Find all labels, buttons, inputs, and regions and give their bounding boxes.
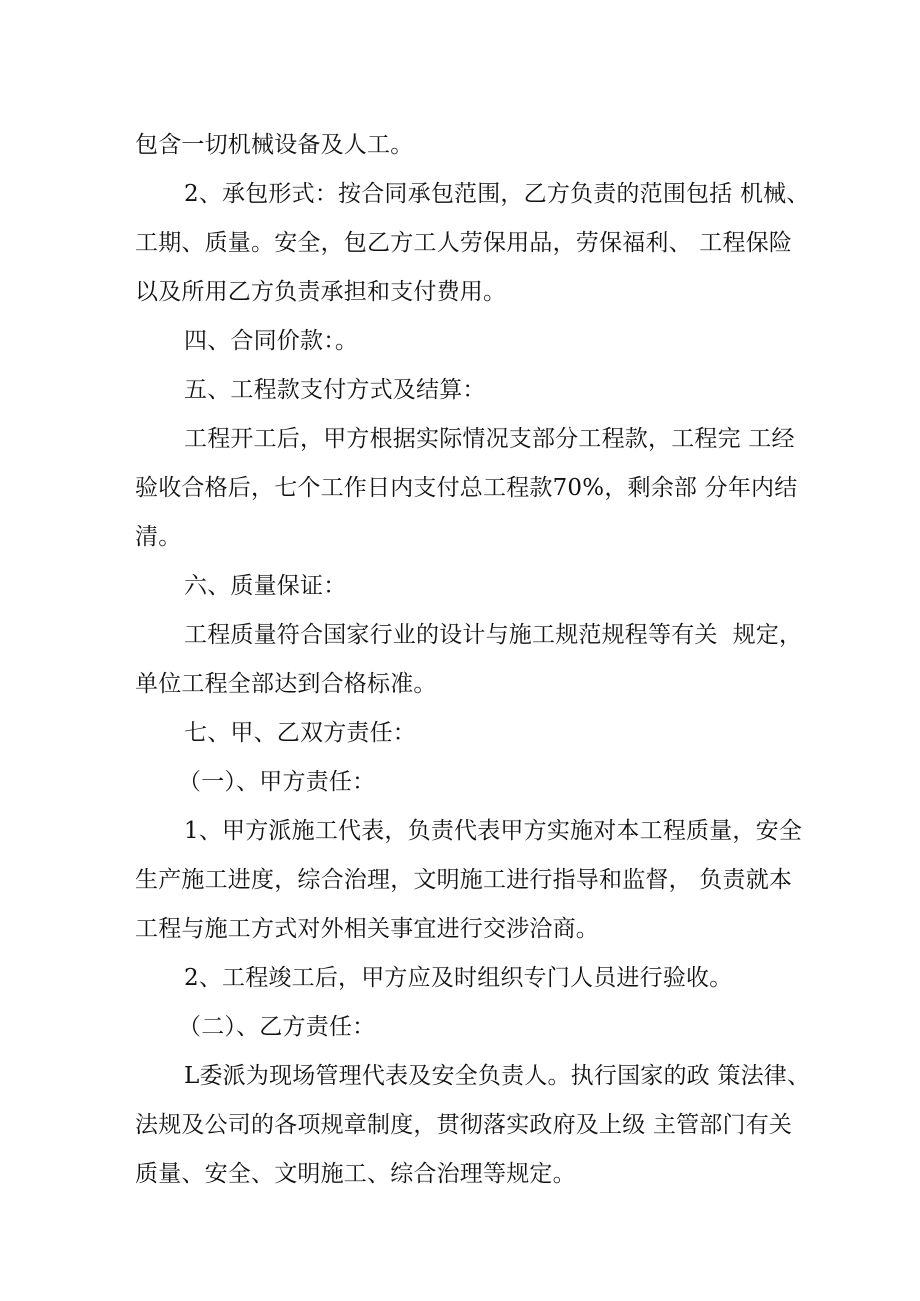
text-line-18: 2、工程竣工后，甲方应及时组织专门人员进行验收。 (184, 965, 733, 991)
text-line-3: 工期、质量。安全，包乙方工人劳保用品，劳保福利、 工程保险 (135, 230, 793, 256)
heading-contract-price: 四、合同价款：。 (184, 328, 359, 354)
text-line-7: 工程开工后，甲方根据实际情况支部分工程款，工程完 工经 (184, 426, 795, 452)
heading-payment-settlement: 五、工程款支付方式及结算： (184, 377, 486, 403)
text-line-20: L委派为现场管理代表及安全负责人。执行国家的政 策法律、 (184, 1063, 811, 1089)
text-line-4: 以及所用乙方负责承担和支付费用。 (135, 279, 507, 305)
text-line-1: 包含一切机械设备及人工。 (135, 132, 414, 158)
text-line-9: 清。 (135, 524, 182, 550)
text-line-2: 2、承包形式：按合同承包范围，乙方负责的范围包括 机械、 (184, 181, 810, 207)
heading-quality-guarantee: 六、质量保证： (184, 573, 347, 599)
text-line-12: 单位工程全部达到合格标准。 (135, 671, 437, 697)
subheading-party-b: （二）、乙方责任： (178, 1014, 376, 1040)
text-line-22: 质量、安全、文明施工、综合治理等规定。 (135, 1161, 576, 1187)
text-line-16: 生产施工进度，综合治理，文明施工进行指导和监督， 负责就本 (135, 867, 793, 893)
text-line-21: 法规及公司的各项规章制度，贯彻落实政府及上级 主管部门有关 (135, 1112, 793, 1138)
heading-party-responsibilities: 七、甲、乙双方责任： (184, 720, 416, 746)
text-line-8: 验收合格后，七个工作日内支付总工程款70%，剩余部 分年内结 (135, 475, 798, 501)
subheading-party-a: （一）、甲方责任： (178, 769, 376, 795)
text-line-17: 工程与施工方式对外相关事宜进行交涉洽商。 (135, 916, 599, 942)
text-line-15: 1、甲方派施工代表，负责代表甲方实施对本工程质量，安全 (184, 818, 803, 844)
text-line-11: 工程质量符合国家行业的设计与施工规范规程等有关 规定， (184, 622, 803, 648)
